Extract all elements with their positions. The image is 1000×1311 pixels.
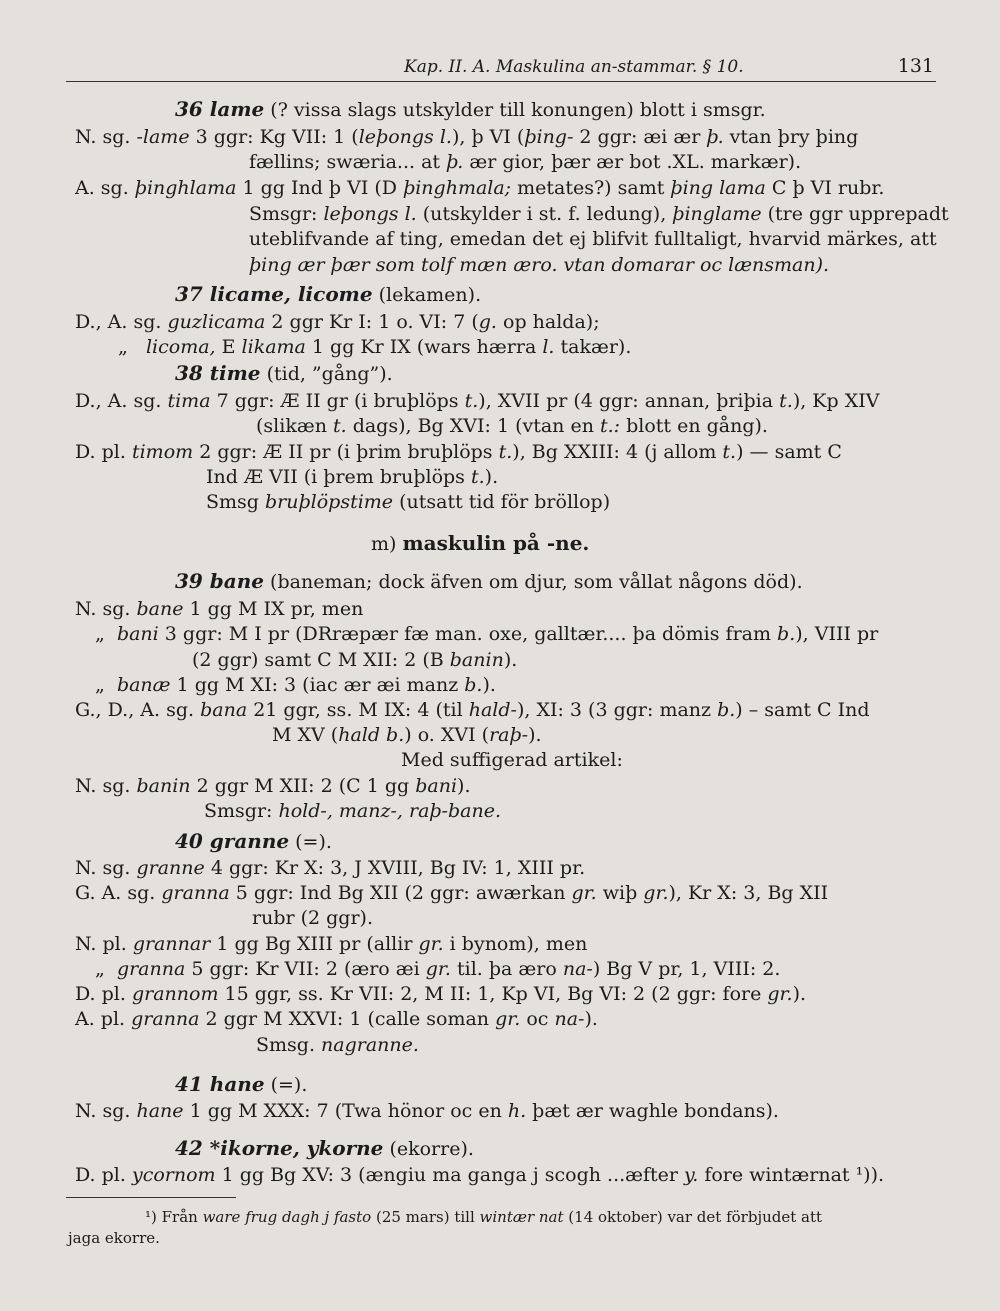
text-line: G. A. sg. granna 5 ggr: Ind Bg XII (2 ggr: awærkan gr. wiþ gr.), Kr X: 3, Bg XII: [75, 882, 829, 904]
text-line: Smsgr: leþongs l. (utskylder i st. f. ledung), þinglame (tre ggr upprepadt: [249, 203, 949, 225]
text-line: Ind Æ VII (i þrem bruþlöps t.).: [206, 466, 499, 488]
text-line: 41 hane (=).: [175, 1072, 308, 1096]
text-line: N. sg. granne 4 ggr: Kr X: 3, J XVIII, Bg IV: 1, XIII pr.: [75, 857, 586, 879]
text-line: þing ær þær som tolf mæn æro. vtan domarar oc lænsman).: [249, 254, 830, 276]
text-line: G., D., A. sg. bana 21 ggr, ss. M IX: 4 (til hald-), XI: 3 (3 ggr: manz b.) – samt C Ind: [75, 699, 870, 721]
text-line: Smsgr: hold-, manz-, raþ-bane.: [204, 800, 501, 822]
text-line: Med suffigerad artikel:: [401, 749, 623, 771]
text-line: 37 licame, licome (lekamen).: [175, 282, 482, 306]
text-line: 39 bane (baneman; dock äfven om djur, som vållat någons död).: [175, 569, 803, 593]
text-line: N. sg. banin 2 ggr M XII: 2 (C 1 gg bani).: [75, 775, 471, 797]
text-line: 38 time (tid, ”gång”).: [175, 361, 393, 385]
text-line: M XV (hald b.) o. XVI (raþ-).: [272, 724, 542, 746]
text-line: D., A. sg. tima 7 ggr: Æ II gr (i bruþlöps t.), XVII pr (4 ggr: annan, þriþia t.), Kp XIV: [75, 390, 880, 412]
text-line: D. pl. timom 2 ggr: Æ II pr (i þrim bruþlöps t.), Bg XXIII: 4 (j allom t.) — samt C: [75, 441, 842, 463]
footnote-text: jaga ekorre.: [68, 1229, 160, 1247]
text-line: N. sg. hane 1 gg M XXX: 7 (Twa hönor oc en h. þæt ær waghle bondans).: [75, 1100, 779, 1122]
text-line: (slikæn t. dags), Bg XVI: 1 (vtan en t.: blott en gång).: [256, 415, 768, 437]
footnote-divider: [66, 1197, 236, 1198]
text-line: rubr (2 ggr).: [252, 907, 374, 929]
footnote-text: ¹) Från ware frug dagh j fasto (25 mars) till wintær nat (14 oktober) var det förbjudet att: [145, 1208, 823, 1226]
text-line: D., A. sg. guzlicama 2 ggr Kr I: 1 o. VI: 7 (g. op halda);: [75, 311, 600, 333]
text-line: 40 granne (=).: [175, 829, 332, 853]
text-line: 42 *ikorne, ykorne (ekorre).: [175, 1136, 474, 1160]
text-line: D. pl. grannom 15 ggr, ss. Kr VII: 2, M II: 1, Kp VI, Bg VI: 2 (2 ggr: fore gr.).: [75, 983, 807, 1005]
page-header: [66, 55, 936, 82]
text-line: „ granna 5 ggr: Kr VII: 2 (æro æi gr. til. þa æro na-) Bg V pr, 1, VIII: 2.: [95, 958, 781, 980]
text-line: fællins; swæria... at þ. ær gior, þær ær bot .XL. markær).: [249, 151, 802, 173]
text-line: A. sg. þinghlama 1 gg Ind þ VI (D þinghmala; metates?) samt þing lama C þ VI rubr.: [75, 177, 885, 199]
text-line: „ licoma, E likama 1 gg Kr IX (wars hærra l. takær).: [118, 336, 632, 358]
text-line: 36 lame (? vissa slags utskylder till konungen) blott i smsgr.: [175, 97, 766, 121]
text-line: N. sg. -lame 3 ggr: Kg VII: 1 (leþongs l.), þ VI (þing- 2 ggr: æi ær þ. vtan þry þing: [75, 126, 859, 148]
text-line: D. pl. ycornom 1 gg Bg XV: 3 (ængiu ma ganga j scogh ...æfter y. fore wintærnat ¹)).: [75, 1164, 885, 1186]
text-line: N. pl. grannar 1 gg Bg XIII pr (allir gr. i bynom), men: [75, 933, 588, 955]
text-line: A. pl. granna 2 ggr M XXVI: 1 (calle soman gr. oc na-).: [75, 1008, 598, 1030]
text-line: Smsg bruþlöpstime (utsatt tid för bröllop): [206, 491, 611, 513]
running-title: Kap. II. A. Maskulina an-stammar. § 10.: [404, 57, 744, 77]
page-number: 131: [897, 55, 934, 77]
text-line: „ banæ 1 gg M XI: 3 (iac ær æi manz b.).: [95, 674, 496, 696]
text-line: N. sg. bane 1 gg M IX pr, men: [75, 598, 364, 620]
text-line: „ bani 3 ggr: M I pr (DRræpær fæ man. oxe, galltær.... þa dömis fram b.), VIII pr: [95, 623, 879, 645]
text-line: uteblifvande af ting, emedan det ej blifvit fulltaligt, hvarvid märkes, att: [249, 228, 937, 250]
section-heading: m) maskulin på -ne.: [371, 531, 590, 555]
text-line: Smsg. nagranne.: [256, 1034, 419, 1056]
text-line: (2 ggr) samt C M XII: 2 (B banin).: [192, 649, 518, 671]
